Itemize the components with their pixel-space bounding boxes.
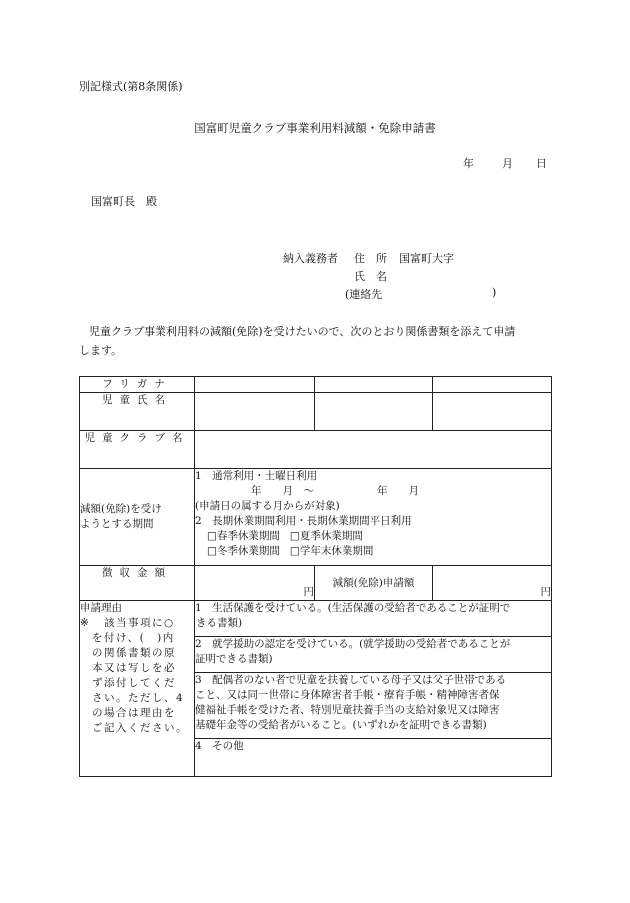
- fee-label: 徴収金額: [80, 566, 195, 601]
- furigana-input-1[interactable]: [195, 377, 315, 393]
- reason-4-line-1: 4 その他: [195, 740, 244, 752]
- note-line-4: 本又は写しを必: [92, 662, 176, 674]
- note-line-5: ず添付してくだ: [92, 677, 176, 689]
- reason-2-line-2: 証明できる書類): [195, 653, 273, 665]
- note-line-1: 該当事項に○: [104, 617, 175, 629]
- reason-2-line-1: 2 就学援助の認定を受けている。(就学援助の受給者であることが: [195, 638, 511, 650]
- date-month: 月: [502, 157, 513, 170]
- period-label: [80, 469, 195, 566]
- address-value: 国富町大字: [399, 252, 454, 265]
- period-range[interactable]: 年 月 〜 年 月: [251, 485, 419, 497]
- reason-3-line-1: 3 配偶者のない者で児童を扶養している母子又は父子世帯である: [195, 674, 507, 686]
- club-name-input[interactable]: [195, 431, 552, 469]
- reason-3-line-2: こと、又は同一世帯に身体障害者手帳・療育手帳・精神障害者保: [195, 689, 500, 701]
- note-line-2: を付け、( )内: [92, 632, 175, 644]
- checkbox-yearend[interactable]: □学年末休業期間: [289, 545, 374, 557]
- club-name-label: 児童クラブ名: [80, 431, 195, 469]
- child-name-input-3[interactable]: [433, 393, 552, 431]
- name-label: 氏 名: [354, 270, 387, 283]
- date-day: 日: [536, 157, 547, 170]
- request-yen-unit: 円: [540, 586, 551, 598]
- reason-label: 申請理由: [80, 602, 122, 614]
- note-line-6: さい。ただし、4: [92, 692, 185, 704]
- note-mark: ※: [80, 617, 89, 629]
- contact-close: ): [492, 286, 497, 299]
- application-table: [79, 376, 552, 777]
- checkbox-winter[interactable]: □冬季休業期間: [207, 545, 280, 557]
- furigana-input-3[interactable]: [433, 377, 552, 393]
- contact-open: (連絡先: [345, 288, 383, 301]
- period-note: (申請日の属する月からが対象): [195, 500, 340, 512]
- note-line-7: の場合は理由を: [92, 707, 176, 719]
- reason-1-line-2: きる書類): [196, 617, 243, 629]
- child-name-label: 児童氏名: [80, 393, 195, 431]
- period-options: [195, 469, 552, 566]
- fee-yen-unit: 円: [303, 586, 314, 598]
- reason-option-4[interactable]: [195, 739, 552, 777]
- child-name-input-2[interactable]: [315, 393, 433, 431]
- reason-1-line-1: 1 生活保護を受けている。(生活保護の受給者であることが証明で: [195, 602, 511, 614]
- furigana-input-2[interactable]: [315, 377, 433, 393]
- checkbox-spring[interactable]: □春季休業期間: [207, 530, 280, 542]
- checkbox-summer[interactable]: □夏季休業期間: [289, 530, 363, 542]
- reason-option-2[interactable]: [195, 637, 552, 673]
- reason-3-line-3: 健福祉手帳を受けた者、特別児童扶養手当の支給対象児又は障害: [195, 704, 500, 716]
- addressee: 国富町長 殿: [91, 195, 157, 208]
- period-option-2: 2 長期休業期間利用・長期休業期間平日利用: [195, 515, 412, 527]
- form-id: 別記様式(第8条関係): [79, 80, 183, 93]
- furigana-label: フリガナ: [80, 377, 195, 393]
- reason-option-1[interactable]: [195, 601, 552, 637]
- note-line-8: ご記入ください。: [92, 722, 188, 734]
- applicant-role: 納入義務者: [283, 252, 338, 265]
- intro-line-2: します。: [79, 344, 123, 357]
- page-title: 国富町児童クラブ事業利用料減額・免除申請書: [194, 121, 436, 135]
- intro-text: [79, 322, 559, 360]
- period-label-line-2: ようとする期間: [80, 518, 154, 530]
- request-amount-field[interactable]: [433, 566, 552, 601]
- request-amount-label: 減額(免除)申請額: [315, 566, 433, 601]
- date-year: 年: [463, 157, 474, 170]
- reason-label-cell: [80, 601, 195, 777]
- fee-amount-field[interactable]: [195, 566, 315, 601]
- note-line-3: の関係書類の原: [92, 647, 176, 659]
- reason-option-3[interactable]: [195, 673, 552, 739]
- address-label: 住 所: [354, 252, 387, 265]
- period-option-1: 1 通常利用・土曜日利用: [195, 470, 318, 482]
- period-label-line-1: 減額(免除)を受け: [80, 503, 162, 515]
- intro-line-1: 児童クラブ事業利用料の減額(免除)を受けたいので、次のとおり関係書類を添えて申請: [89, 325, 516, 338]
- child-name-input-1[interactable]: [195, 393, 315, 431]
- reason-3-line-4: 基礎年金等の受給者がいること。(いずれかを証明できる書類): [195, 719, 487, 731]
